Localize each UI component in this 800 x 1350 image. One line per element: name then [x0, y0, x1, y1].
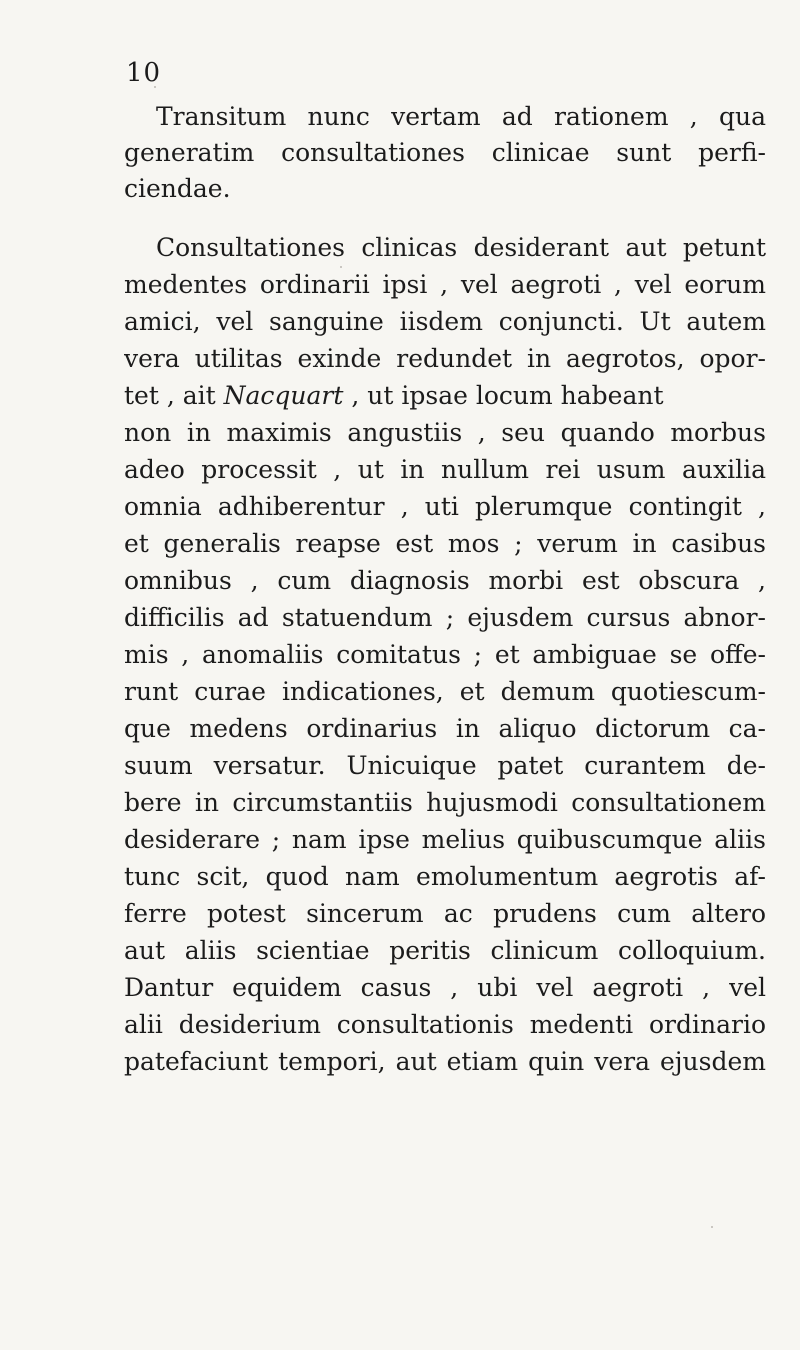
- text-line-24: Dantur equidem casus , ubi vel aegroti , vel: [124, 973, 766, 1002]
- text-line-12: et generalis reapse est mos ; verum in casibus: [124, 529, 766, 558]
- text-line-2: generatim consultationes clinicae sunt perfi-: [124, 138, 766, 167]
- text-line-10: adeo processit , ut in nullum rei usum auxilia: [124, 455, 766, 484]
- paper-speck: [154, 86, 156, 88]
- text-line-4: Consultationes clinicas desiderant aut petunt: [156, 233, 766, 262]
- line-8-suffix: , ut ipsae locum habeant: [351, 381, 664, 410]
- line-8-prefix: tet , ait: [124, 381, 216, 410]
- text-line-3: ciendae.: [124, 174, 231, 203]
- text-line-21: tunc scit, quod nam emolumentum aegrotis af-: [124, 862, 766, 891]
- author-name: Nacquart: [223, 381, 344, 410]
- text-line-13: omnibus , cum diagnosis morbi est obscura ,: [124, 566, 766, 595]
- text-line-19: bere in circumstantiis hujusmodi consultationem: [124, 788, 766, 817]
- text-line-1: Transitum nunc vertam ad rationem , qua: [156, 102, 766, 131]
- text-line-25: alii desiderium consultationis medenti ordinario: [124, 1010, 766, 1039]
- text-line-23: aut aliis scientiae peritis clinicum colloquium.: [124, 936, 766, 965]
- paper-speck: [340, 266, 342, 268]
- text-line-6: amici, vel sanguine iisdem conjuncti. Ut autem: [124, 307, 766, 336]
- text-line-9: non in maximis angustiis , seu quando morbus: [124, 418, 766, 447]
- text-line-16: runt curae indicationes, et demum quotiescum-: [124, 677, 766, 706]
- text-line-15: mis , anomaliis comitatus ; et ambiguae se offe-: [124, 640, 766, 669]
- text-line-7: vera utilitas exinde redundet in aegrotos, opor-: [124, 344, 766, 373]
- page-number: 10: [126, 58, 162, 88]
- text-line-18: suum versatur. Unicuique patet curantem de-: [124, 751, 766, 780]
- text-line-22: ferre potest sincerum ac prudens cum altero: [124, 899, 766, 928]
- text-line-20: desiderare ; nam ipse melius quibuscumque aliis: [124, 825, 766, 854]
- text-line-14: difficilis ad statuendum ; ejusdem cursus abnor-: [124, 603, 766, 632]
- text-line-11: omnia adhiberentur , uti plerumque contingit ,: [124, 492, 766, 521]
- text-line-26: patefaciunt tempori, aut etiam quin vera ejusdem: [124, 1047, 766, 1076]
- text-line-17: que medens ordinarius in aliquo dictorum ca-: [124, 714, 766, 743]
- text-line-5: medentes ordinarii ipsi , vel aegroti , vel eorum: [124, 270, 766, 299]
- paper-speck: [711, 1226, 713, 1228]
